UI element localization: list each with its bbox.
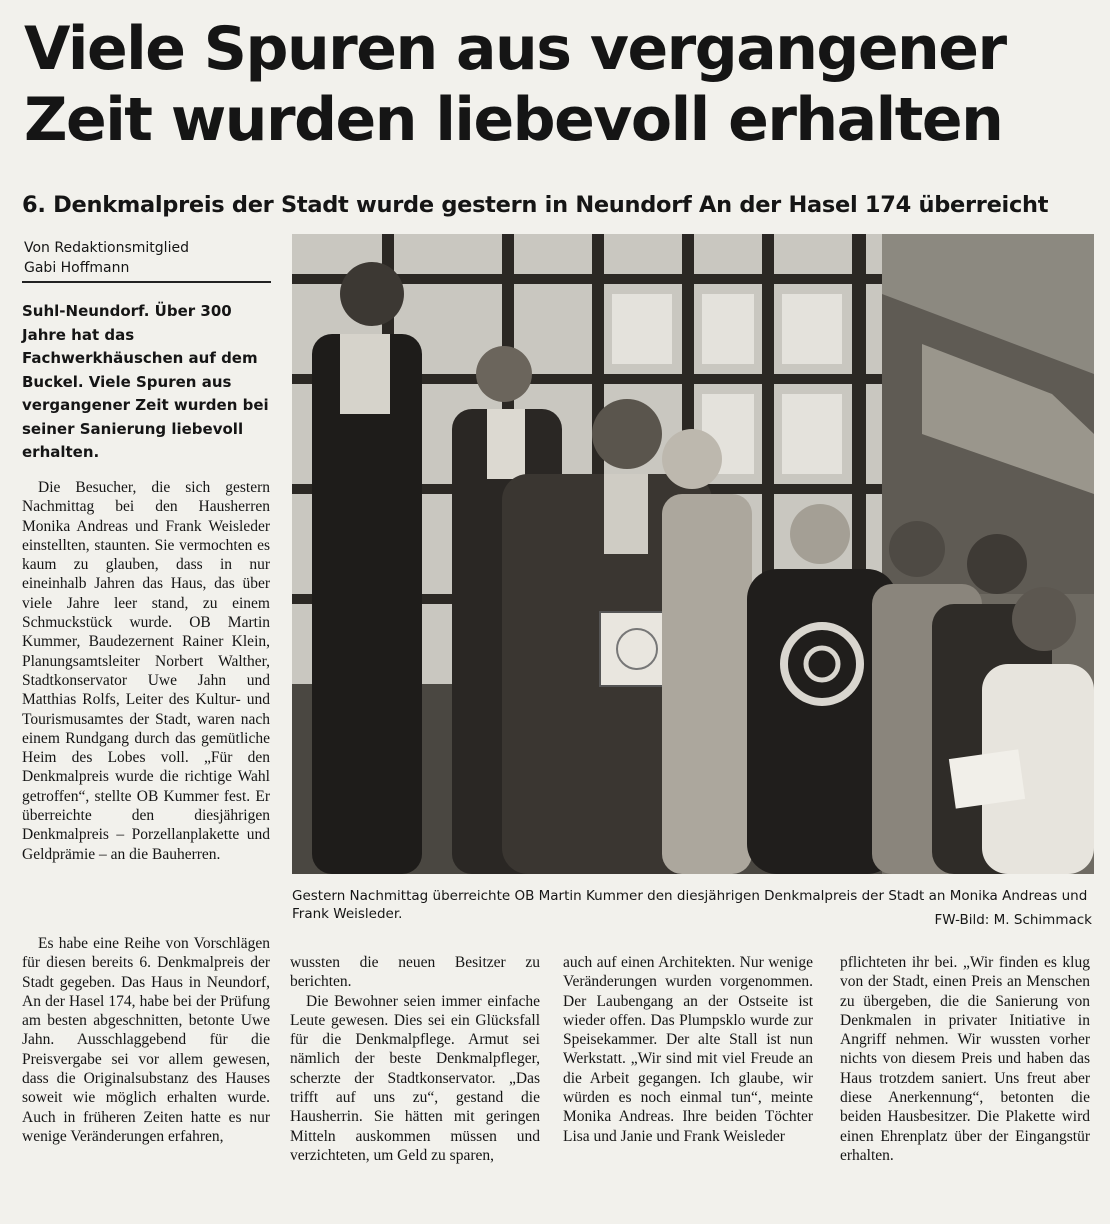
body-paragraph: Es habe eine Reihe von Vorschlägen für diesen bereits 6. Denkmalpreis der Stadt gegeben. Das Haus in Neundorf, An der Hasel 174, habe bei der Prüfung am besten abgeschnitten, betonte Uwe Jahn. Ausschlaggebend für die Preisvergabe sei vor allem gewesen, dass die Originalsubstanz des Hauses soweit wie möglich erhalten wurde. Auch in früheren Zeiten hatte es nur wenige Veränderungen erfahren, xyxy=(22,935,270,1145)
text-column-2 xyxy=(290,953,540,1165)
article-byline xyxy=(24,238,272,280)
photo-illustration xyxy=(292,234,1094,874)
body-paragraph: Die Bewohner seien immer einfache Leute gewesen. Dies sei ein Glücksfall für die Denkmalpflege. Armut sei nämlich der beste Denkmalpfleger, scherzte der Stadtkonservator. „Das trifft auf uns zu“, gestand die Hausherrin. Sie hätten mit geringen Mitteln auskommen müssen und verzichteten, um Geld zu sparen, xyxy=(290,992,540,1164)
byline-divider xyxy=(22,281,271,283)
byline-line-1: Von Redaktionsmitglied xyxy=(24,240,189,256)
text-column-3 xyxy=(563,953,813,1146)
article-headline: Viele Spuren aus vergangener Zeit wurden liebevoll erhalten xyxy=(24,14,1006,155)
text-column-4 xyxy=(840,953,1090,1165)
photo-caption: Gestern Nachmittag überreichte OB Martin Kummer den diesjährigen Denkmalpreis der Stadt an Monika Andreas und Frank Weisleder. xyxy=(292,888,1088,922)
article-photo xyxy=(292,234,1094,874)
article-subheadline: 6. Denkmalpreis der Stadt wurde gestern in Neundorf An der Hasel 174 überreicht xyxy=(22,192,1049,218)
photo-credit: FW-Bild: M. Schimmack xyxy=(934,912,1092,928)
body-paragraph: pflichteten ihr bei. „Wir finden es klug von der Stadt, einen Preis an Menschen zu übergeben, die die Sanierung von Denkmalen in privater Initiative in Angriff nehmen. Wir wussten vorher nichts von diesem Preis und haben das Haus trotzdem saniert. Uns freut aber diese Anerkennung“, betonten die beiden Hausbesitzer. Die Plakette wird einen Ehrenplatz über der Eingangstür erhalten. xyxy=(840,954,1090,1164)
article-lead: Suhl-Neundorf. Über 300 Jahre hat das Fachwerkhäuschen auf dem Buckel. Viele Spuren aus vergangener Zeit wurden bei seiner Sanierung liebevoll erhalten. xyxy=(22,302,269,461)
body-paragraph: auch auf einen Architekten. Nur wenige Veränderungen wurden vorgenommen. Der Laubengang an der Ostseite ist wieder offen. Das Plumpsklo wurde zur Speisekammer. Der alte Stall ist nun Werkstatt. „Wir sind mit viel Freude an die Arbeit gegangen. Ich glaube, wir würden es noch einmal tun“, meinte Monika Andreas. Ihre beiden Töchter Lisa und Janie und Frank Weisleder xyxy=(563,954,813,1145)
body-paragraph: wussten die neuen Besitzer zu berichten. xyxy=(290,954,540,991)
byline-author: Gabi Hoffmann xyxy=(24,260,130,276)
text-column-1-continued xyxy=(22,934,270,1146)
body-paragraph: Die Besucher, die sich gestern Nachmittag bei den Hausherren Monika Andreas und Frank Weisleder einstellten, staunten. Sie vermochten es kaum zu glauben, dass in nur eineinhalb Jahren das Haus, das über viele Jahre leer stand, zu einem Schmuckstück wurde. OB Martin Kummer, Baudezernent Rainer Klein, Planungsamtsleiter Norbert Walther, Stadtkonservator Uwe Jahn und Matthias Rolfs, Leiter des Kultur- und Tourismusamtes der Stadt, waren nach einem Rundgang durch das gemütliche Heim des Lobes voll. „Für den Denkmalpreis wurde die richtige Wahl getroffen“, stellte OB Kummer fest. Er überreichte den diesjährigen Denkmalpreis – Porzellanplakette und Geldprämie – an die Bauherren. xyxy=(22,479,270,863)
text-column-1 xyxy=(22,478,270,864)
